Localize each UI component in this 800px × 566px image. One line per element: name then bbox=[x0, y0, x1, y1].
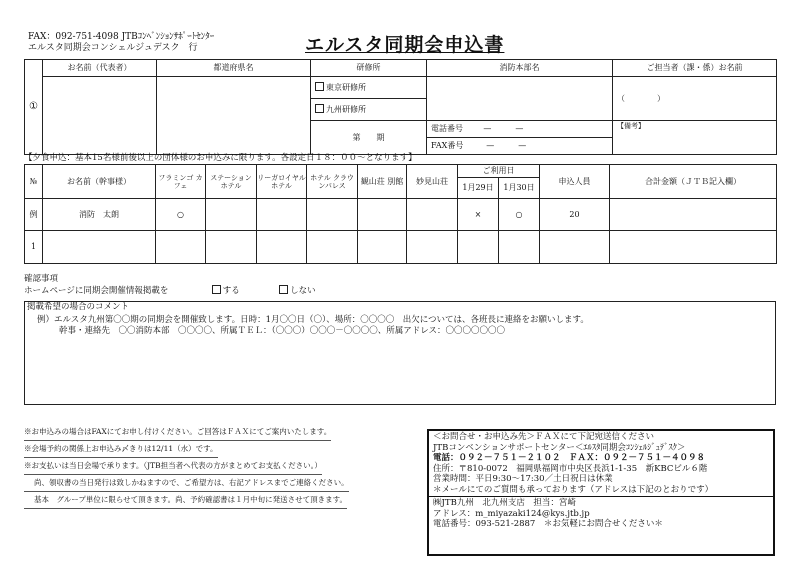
publish-yes-checkbox[interactable] bbox=[212, 285, 221, 294]
table-row bbox=[25, 231, 777, 264]
header-block bbox=[28, 32, 214, 54]
col-name: お名前（幹事様） bbox=[43, 165, 156, 199]
contact-address: 住所：〒810-0072 福岡県福岡市中央区長浜1-1-35 新KBCビル６階 bbox=[433, 463, 708, 474]
col-crown: ホテル クラウンパレス bbox=[307, 165, 358, 199]
fax-line: FAX：092-751-4098 JTBｺﾝﾍﾞﾝｼｮﾝｻﾎﾟｰﾄｾﾝﾀｰ bbox=[28, 32, 215, 42]
tokyo-label: 東京研修所 bbox=[326, 83, 366, 92]
cell-station[interactable] bbox=[206, 231, 257, 264]
term-field[interactable]: 第 期 bbox=[311, 121, 427, 155]
contact-input[interactable] bbox=[613, 77, 777, 121]
col-date-group: ご利用日 bbox=[458, 165, 540, 178]
cell-no: 1 bbox=[25, 231, 43, 264]
cell-date-2[interactable] bbox=[499, 231, 540, 264]
cell-myoken[interactable] bbox=[407, 199, 458, 231]
cell-total[interactable] bbox=[610, 199, 777, 231]
remarks-label: 【備考】 bbox=[617, 122, 645, 130]
fax-field[interactable] bbox=[427, 138, 613, 155]
header-department: 消防本部名 bbox=[427, 60, 613, 77]
cell-regal[interactable] bbox=[257, 199, 307, 231]
confirm-heading: 確認事項 bbox=[24, 274, 59, 284]
header-name: お名前（代表者） bbox=[43, 60, 157, 77]
footnotes bbox=[24, 424, 424, 509]
cell-crown[interactable] bbox=[307, 231, 358, 264]
tokyo-checkbox[interactable] bbox=[315, 82, 324, 91]
contact-email[interactable]: アドレス：m_miyazaki124@kys.jtb.jp bbox=[433, 508, 590, 519]
fax-label: FAX番号 bbox=[431, 141, 464, 150]
col-flamingo: フラミンゴ カフェ bbox=[156, 165, 206, 199]
col-kanzan: 観山荘 別館 bbox=[358, 165, 407, 199]
contact-phone-fax: 電話：０９２－７５１－２１０２ ＦＡＸ：０９２－７５１－４０９８ bbox=[433, 453, 706, 463]
contact-box bbox=[427, 429, 775, 556]
cell-flamingo[interactable]: ○ bbox=[156, 199, 206, 231]
col-myoken: 妙見山荘 bbox=[407, 165, 458, 199]
cell-kanzan[interactable] bbox=[358, 199, 407, 231]
header-prefecture: 都道府県名 bbox=[157, 60, 311, 77]
comment-box[interactable] bbox=[24, 301, 776, 405]
applicant-table bbox=[24, 59, 777, 155]
cell-date-2[interactable]: ○ bbox=[499, 199, 540, 231]
col-total: 合計金額（ＪＴＢ記入欄） bbox=[610, 165, 777, 199]
contact-tel: 電話番号：093-521-2887 ＊お気軽にお問合せください＊ bbox=[433, 519, 663, 529]
name-input[interactable] bbox=[43, 77, 157, 155]
dinner-table bbox=[24, 164, 777, 264]
hp-publish-line bbox=[24, 285, 316, 297]
form-title: エルスタ同期会申込書 bbox=[305, 34, 505, 56]
cell-no: 例 bbox=[25, 199, 43, 231]
col-date-1: 1月29日 bbox=[458, 178, 499, 199]
footnote: ※会場予約の関係上お申込み〆きりは12/11（水）です。 bbox=[24, 441, 218, 458]
hp-publish-label: ホームページに同期会開催情報掲載を bbox=[24, 286, 169, 296]
footnote: 尚、領収書の当日発行は致しかねますので、ご希望方は、右記アドレスまでご連絡ください。 bbox=[24, 475, 349, 492]
department-input[interactable] bbox=[427, 77, 613, 121]
header-contact: ご担当者（課・係）お名前 bbox=[613, 60, 777, 77]
cell-kanzan[interactable] bbox=[358, 231, 407, 264]
contact-paren: （ ） bbox=[617, 93, 665, 103]
cell-myoken[interactable] bbox=[407, 231, 458, 264]
fax-dashes: — — bbox=[486, 141, 527, 150]
table-row bbox=[25, 199, 777, 231]
col-no: № bbox=[25, 165, 43, 199]
row-number: ① bbox=[25, 60, 43, 155]
cell-regal[interactable] bbox=[257, 231, 307, 264]
cell-date-1[interactable]: × bbox=[458, 199, 499, 231]
footnote: ※お申込みの場合はFAXにてお申し付けください。ご回答はＦＡＸにてご案内いたします。 bbox=[24, 424, 331, 441]
cell-count[interactable] bbox=[540, 231, 610, 264]
header-training: 研修所 bbox=[311, 60, 427, 77]
contact-hours: 営業時間：平日9:30～17:30／土日祝日は休業 bbox=[433, 474, 613, 484]
kyushu-label: 九州研修所 bbox=[326, 105, 366, 114]
footnote: 基本 グループ単位に限らせて頂きます。尚、予約確認書は１月中旬に発送させて頂きます。 bbox=[24, 492, 347, 509]
comment-example-1: 例）エルスタ九州第〇〇期の同期会を開催致します。日時：1月〇〇日（〇）、場所：〇〇〇〇 出欠については、各班長に連絡をお願いします。 bbox=[37, 315, 589, 325]
contact-line: JTBコンベンションサポートセンター＜ｴﾙｽﾀ同期会ｺﾝｼｪﾙｼﾞｭﾃﾞｽｸ＞ bbox=[433, 442, 686, 453]
footnote: ※お支払いは当日会場で承ります。（JTB担当者へ代表の方がまとめてお支払ください。） bbox=[24, 458, 322, 475]
publish-no-checkbox[interactable] bbox=[279, 285, 288, 294]
cell-crown[interactable] bbox=[307, 199, 358, 231]
col-count: 申込人員 bbox=[540, 165, 610, 199]
prefecture-input[interactable] bbox=[157, 77, 311, 155]
training-option-tokyo[interactable] bbox=[311, 77, 427, 99]
contact-divider bbox=[429, 496, 773, 497]
cell-date-1[interactable] bbox=[458, 231, 499, 264]
col-regal: リーガロイヤル ホテル bbox=[257, 165, 307, 199]
cell-station[interactable] bbox=[206, 199, 257, 231]
comment-example-2: 幹事・連絡先 〇〇消防本部 〇〇〇〇、所属ＴＥＬ：（〇〇〇）〇〇〇－〇〇〇〇、所属アドレス：〇〇〇〇〇〇〇 bbox=[59, 326, 506, 336]
comment-heading: 掲載希望の場合のコメント bbox=[27, 302, 130, 312]
dinner-note: 【夕食申込：基本15名様前後以上の団体様のお申込みに限ります。各設定日１８：００～となります】 bbox=[24, 153, 417, 163]
tel-label: 電話番号 bbox=[431, 124, 463, 133]
cell-flamingo[interactable] bbox=[156, 231, 206, 264]
confirm-section bbox=[24, 274, 316, 297]
tel-field[interactable] bbox=[427, 121, 613, 138]
contact-line: ＜お問合せ・お申込み先＞ＦＡＸにて下記宛送信ください bbox=[433, 432, 655, 442]
training-option-kyushu[interactable] bbox=[311, 99, 427, 121]
col-station: ステーション ホテル bbox=[206, 165, 257, 199]
cell-count[interactable]: 20 bbox=[540, 199, 610, 231]
contact-branch: ㈱JTB九州 北九州支店 担当：宮崎 bbox=[433, 498, 576, 508]
contact-line: ＊メールにてのご質問も承っております（アドレスは下記のとおりです） bbox=[433, 484, 714, 495]
cell-total[interactable] bbox=[610, 231, 777, 264]
col-date-2: 1月30日 bbox=[499, 178, 540, 199]
cell-name[interactable]: 消防 太朗 bbox=[43, 199, 156, 231]
remarks-field[interactable] bbox=[613, 121, 777, 155]
cell-name[interactable] bbox=[43, 231, 156, 264]
publish-no-label: しない bbox=[290, 286, 316, 296]
to-line: エルスタ同期会コンシェルジュデスク 行 bbox=[28, 43, 198, 53]
publish-yes-label: する bbox=[222, 286, 240, 296]
tel-dashes: — — bbox=[483, 124, 524, 133]
kyushu-checkbox[interactable] bbox=[315, 104, 324, 113]
